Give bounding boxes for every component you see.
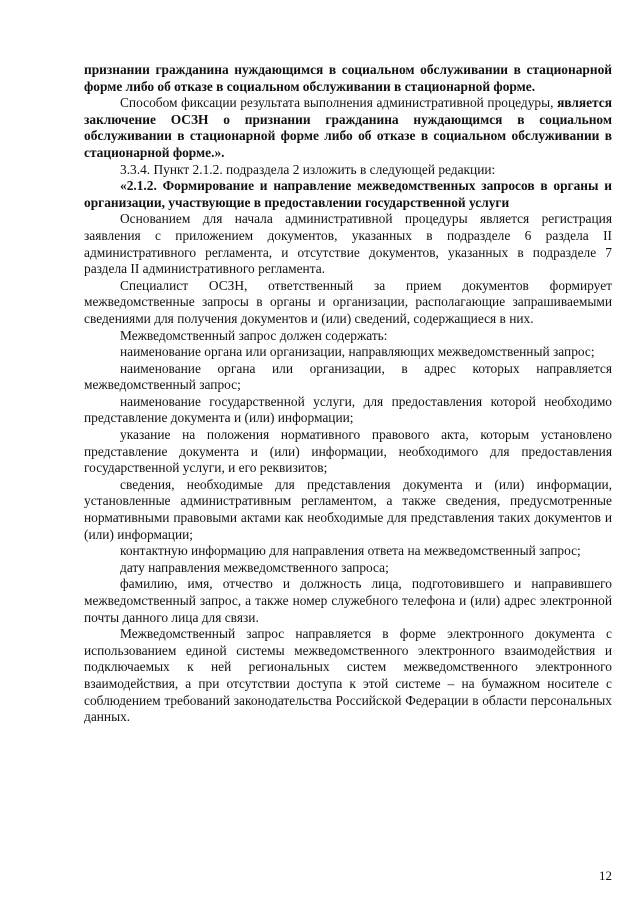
paragraph (84, 344, 612, 361)
paragraph (84, 62, 612, 95)
text: наименование государственной услуги, для предоставления которой необходимо представление документа и (или) информации; (84, 393, 612, 426)
paragraph (84, 178, 612, 211)
text: контактную информацию для направления ответа на межведомственный запрос; (120, 543, 581, 559)
document-body (84, 62, 612, 726)
paragraph (84, 543, 612, 560)
text: 3.3.4. Пункт 2.1.2. подраздела 2 изложить в следующей редакции: (120, 161, 496, 177)
bold-text: признании гражданина нуждающимся в социальном обслуживании в стационарной форме либо об отказе в социальном обслуживании в стационарной форме. (84, 62, 612, 94)
bold-text: «2.1.2. Формирование и направление межведомственных запросов в органы и организации, участвующие в предоставлении государственной услуги (84, 178, 612, 210)
paragraph (84, 95, 612, 161)
paragraph (84, 427, 612, 477)
paragraph (84, 394, 612, 427)
text: Способом фиксации результата выполнения административной процедуры, (120, 95, 558, 111)
paragraph (84, 477, 612, 543)
text: сведения, необходимые для представления документа и (или) информации, установленные административным регламентом, а также сведения, предусмотренные нормативными правовыми актами как необходимые для представления таких документов и (или) информации; (84, 476, 612, 542)
bold-text: является заключение ОСЗН о признании гражданина нуждающимся в социальном обслуживании в стационарной форме либо об отказе в социальном обслуживании в стационарной форме.». (84, 95, 612, 160)
paragraph (84, 328, 612, 345)
text: наименование органа или организации, направляющих межведомственный запрос; (120, 344, 595, 360)
paragraph (84, 361, 612, 394)
text: Специалист ОСЗН, ответственный за прием документов формирует межведомственные запросы в органы и организации, располагающие запрашиваемыми сведениями для получения документов и (или) сведений, содержащиеся в них. (84, 277, 612, 326)
paragraph (84, 626, 612, 726)
paragraph (84, 211, 612, 277)
page-number: 12 (599, 868, 612, 883)
paragraph (84, 278, 612, 328)
paragraph (84, 162, 612, 179)
text: Межведомственный запрос должен содержать: (120, 327, 388, 343)
paragraph (84, 576, 612, 626)
text: наименование органа или организации, в адрес которых направляется межведомственный запрос; (84, 360, 612, 393)
text: указание на положения нормативного правового акта, которым установлено представление документа и (или) информации, необходимого для предоставления государственной услуги, и его реквизитов; (84, 427, 612, 476)
text: Межведомственный запрос направляется в форме электронного документа с использованием единой системы межведомственного электронного взаимодействия и подключаемых к ней региональных систем межведомственного электронного взаимодействия, а при отсутствии доступа к этой системе – на бумажном носителе с соблюдением требований законодательства Российской Федерации в области персональных данных. (84, 626, 612, 725)
text: фамилию, имя, отчество и должность лица, подготовившего и направившего межведомственный запрос, а также номер служебного телефона и (или) адрес электронной почты данного лица для связи. (84, 576, 612, 625)
paragraph (84, 560, 612, 577)
text: дату направления межведомственного запроса; (120, 559, 389, 575)
text: Основанием для начала административной процедуры является регистрация заявления с приложением документов, указанных в подразделе 6 раздела II административного регламента, и отсутствие документов, указанных в подразделе 7 раздела II административного регламента. (84, 211, 612, 277)
